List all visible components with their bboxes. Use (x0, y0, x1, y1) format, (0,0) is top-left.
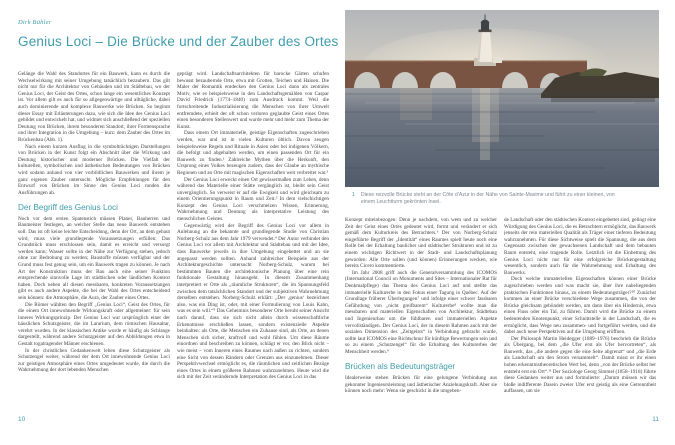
left-page-column-1 (18, 71, 170, 411)
section-heading: Der Begriff des Genius Loci (18, 203, 118, 213)
figure-number: 1 (352, 192, 355, 198)
paragraph: Im Jahr 2008 griff auch die Generalversammlung des ICOMOS (International Council on Monuments and Sites – Internationaler Rat für Denkmalpflege) das Thema des Genius Loci auf und stellte das immaterielle Kulturerbe in den Fokus einer Tagung in Québec. Auf der Grundlage früherer Überlegungen⁷ und infolge einer schwer fassbaren Gefährdung von „nicht greifbarem“ Kulturerbe⁸ wollte man die messbaren und materiellen Eigenschaften von Architektur, Städtebau und Ingenieurbau um die fühlbaren und immateriellen Aspekte vervollständigen. Der Genius Loci, der in diesem Rahmen auch mit der sozialen Dimension des „Zeitgeists“ in Verbindung gebracht wurde, sollte laut ICOMOS eine Richtschnur für künftige Bewertungen sein und so zu einem „Schutzengel“ für die Erhaltung des Kulturerbes der Menschheit werden.⁹ (345, 269, 497, 355)
paragraph: Der Philosoph Martin Heidegger (1889–1976) beschrieb die Brücke als Übergang, bei dem „die Ufer erst als Ufer hervortreten“, als Bauwerk, das „die andere gegen die eine Seite abgrenzt“ und „die Erde als Landschaft um den Strom versammelt“. Damit misst er ihr einen hohen erkenntnistheoretischen Wert bei, denn „von der Brücke selbst her entsteht erst ein Ort“.¹¹ Der Soziologe Georg Simmel (1858–1918) führte diese Gedanken weiter aus und formulierte: „Darum müssen wir das bloße indifferente Dasein zweier Ufer erst geistig als eine Getrenntheit auffassen, um sie (504, 335, 656, 395)
paragraph: Noch vor dem ersten Spatenstich müssen Planer, Bauherren und Baumeister festlegen, an welcher Stelle das neue Bauwerk entstehen soll. Das ist oft keine leichte Entscheidung, denn der Ort, an dem gebaut wird, muss viele grundlegende Voraussetzungen erfüllen: Das Grundstück muss erschlossen sein, damit es erreicht und versorgt werden kann; Wasser sollte in der Nähe zur Verfügung stehen, jedoch ohne zur Bedrohung zu werden; Baustoffe müssen verfügbar und der Grund muss fest genug sein, um ein Bauwerk tragen zu können. Je nach Art der Konstruktion muss der Bau auch eine seiner Funktion entsprechende sinnvolle Lage im städtischen oder ländlichen Kontext haben. Doch neben all diesen messbaren, konkreten Voraussetzungen gibt es auch andere Aspekte, die bei der Wahl des Ortes entscheidend sein können: die Atmosphäre, die Aura, der Zauber eines Ortes. (18, 215, 170, 301)
paragraph: Gegenwärtig wird der Begriff des Genius Loci vor allem in Anlehnung an die bekannte und grundlegende Studie von Christian Norberg-Schulz aus dem Jahr 1979 verwendet.⁴ Der Autor verbindet den Genius Loci vor allem mit Architektur und Städtebau und mit der Idee, dass Bauwerke jeweils in ihre Umgebung eingebettet und an sie angepasst werden sollten. Anhand zahlreicher Beispiele aus der Architekturgeschichte untersucht Norberg-Schulz, warum bei bestimmten Bauten die architektonische Planung über eine rein funktionale Gestaltung hinausgeht. In diesem Zusammenhang interpretiert er Orte als „räumliche Strukturen“, die im Spannungsfeld zwischen dem tatsächlichen Standort und der subjektiven Wahrnehmung derselben entstehen. Norberg-Schulz erklärt: „Der ‚genius‘ bezeichnet also, was ein Ding ist, oder, mit einer Formulierung von Louis Kahn, was es sein will.“⁵ Das Geheimnis besonderer Orte beruht seiner Ansicht nach darauf, dass sie sich nicht allein durch wissenschaftliche Erkenntnisse erschließen lassen, sondern existenzielle Aspekte beinhalten: als Orte, die Menschen ein Zuhause sind, als Orte, an denen Menschen sich sicher, kraftvoll und wohl fühlen. Um diese Räume einordnen und beschreiben zu können, schlägt er vor, den Blick nicht – wie meist – vom Inneren eines Raumes nach außen zu richten, sondern eine Sicht von dessen Rändern oder Grenzen aus einzunehmen. Dieser Perspektivwechsel ermöglicht es, die räumlichen und zeitlichen Bezüge eines Ortes in einem größeren Rahmen wahrzunehmen. Heute wird die sich mit der Zeit verändernde Interpretation des Genius Loci in das (177, 222, 329, 381)
section-heading: Brücken als Bedeutungsträger (345, 362, 456, 372)
bridge-photo-illustration (345, 10, 659, 187)
paragraph: Die Römer wählten den Begriff „Genius Loci“, Geist des Ortes, für die einem Ort innewohnende Wirkungskraft oder allgemeiner: für sein inneres Wirkungsprinzip. Der Genius Loci war ursprünglich einer der häuslichen Schutzgeister, die im Lararium, dem römischen Hausaltar, verehrt wurden. In der klassischen Antike wurde er häufig als Schlange dargestellt, während andere Schutzgeister auf den Abbildungen etwa in Gestalt togatragender Männer erschienen. (18, 301, 170, 348)
right-page-column-1 (345, 217, 497, 419)
right-page-column-2 (504, 217, 656, 419)
paragraph: geprägt wird. Landschaftsarchitekten für barocke Gärten schufen bewusst bezaubernde Orte, etwa mit Grotten, Teichen und Hainen. Die Maler der Romantik entdecken den Genius Loci dann als zentrales Motiv, wie es beispielsweise in den Landschaftsgemälden von Caspar David Friedrich (1774–1840) zum Ausdruck kommt. Weil die fortschreitende Industrialisierung die Menschen von ihrer Umwelt entfremdete, erhielt der oft schon verloren geglaubte Geist eines Ortes einen besonderen Stellenwert und wurde mehr und mehr zum Thema der Kunst. (177, 71, 329, 130)
left-page-column-2 (177, 71, 329, 411)
paragraph: de Landschaft oder den städtischen Kontext eingebettet sind, gelingt eine Würdigung des Genius Loci, die es Betrachtern ermöglicht, das Bauwerk jenseits der rein materiellen Qualität als Träger einer tieferen Bedeutung wahrzunehmen. Für diese Sichtweise spielt die Spannung, die aus dem Gegensatz zwischen der gewachsenen Landschaft und dem bebauten Raum entsteht, eine tragende Rolle. Letztlich ist die Einbettung des Genius Loci nicht nur für eine erfolgreiche Brückengestaltung wesentlich, sondern auch für die Wahrnehmung und Erhaltung des Bauwerks. (504, 217, 656, 276)
figure-photo (345, 10, 659, 187)
paragraph: Doch welche immateriellen Eigenschaften können einer Brücke zugeschrieben werden und was macht sie, über ihre naheliegenden praktischen Funktionen hinaus, zu einem Bedeutungsträger?¹⁰ Zunächst kommen an einer Brücke verschiedene Wege zusammen, die von der Brücke gleichsam gebündelt werden, um dann über ein Hindernis, etwa einen Fluss oder ein Tal, zu führen. Damit wird die Brücke zu einem bedeutenden Knotenpunkt, einer Schnittstelle in der Landschaft, die es ermöglicht, dass Wege neu zusammen- und fortgeführt werden, und die dabei auch neue Perspektiven auf die Umgebung eröffnen. (504, 276, 656, 336)
author-line: Dirk Bühler (18, 19, 52, 26)
paragraph: Der Genius Loci erweckt einen Ort gewissermaßen zum Leben, denn während das Materielle einer Stätte vergänglich ist, bleibt sein Geist unvergänglich. So verweist er auf die Ewigkeit und wird gleichsam zu einem Orientierungspunkt in Raum und Zeit.³ In dem vielschichtigen Konzept des Genius Loci verschmelzen Wissen, Erinnerung, Wahrnehmung und Deutung als interpretative Leistung des menschlichen Geistes. (177, 176, 329, 223)
paragraph: In der christlichen Gedankenwelt leben diese Schutzgeister als Schutzengel weiter, während der dem Ort innewohnende Genius Loci zur geistigen Atmosphäre eines Ortes umgedeutet wurde, die durch die Wahrnehmung der dort lebenden Menschen (18, 347, 170, 374)
paragraph: Dass einem Ort immaterielle, geistige Eigenschaften zugeschrieben werden, war und ist in vielen Kulturen üblich. Davon zeugen beispielsweise Regeln und Rituale in Asien oder bei indigenen Völkern, die befolgt und abgehalten werden, um einen passenden Ort für ein Bauwerk zu finden.¹ Zahlreiche Mythen über die Herkunft, den Ursprung eines Volkes bezeugen zudem, dass der Glaube an mythische Regionen und an Orte mit magischen Eigenschaften weit verbreitet war.² (177, 130, 329, 176)
paragraph: Nach einem kurzen Ausflug in die symbolträchtigen Darstellungen von Brücken in der Kunst folgt ein Abschnitt über die Wirkung und Deutung historischer und moderner Brücken. Die Vielfalt der kulturellen, symbolischen und ästhetischen Bedeutungen von Brücken wird sodann anhand von vier vorbildlichen Bauwerken und ihrem je ganz eigenen Zauber untersucht. Mögliche Empfehlungen für den Entwurf von Brücken im Sinne des Genius Loci runden die Ausführungen ab. (18, 143, 170, 196)
paragraph: Konzept miteinbezogen: Denn je nachdem, von wem und zu welcher Zeit der Geist eines Ortes gedeutet wird, formt und verändert er sich gemäß dem Kulturkreis des Betrachters.⁶ Der von Norberg-Schulz eingeführte Begriff der „Identität“ eines Raumes spielt heute noch eine Rolle bei der Erhaltung baulicher und städtischer Strukturen und ist zu einem wichtigen Richtwert in der Stadt- und Landschaftsplanung geworden: Alle Orte sollen (und können) Erinnerungen wecken, wie bereits Cicero kommentierte. (345, 217, 497, 270)
figure-caption-text: Diese reizvolle Brücke steht an der Côte d’Azur in der Nähe von Sainte-Maxime und führt zu einer kleinen, von einem Leuchtturm gekrönten Insel. (360, 192, 615, 205)
article-title: Genius Loci – Die Brücke und der Zauber des Ortes (18, 34, 339, 49)
paragraph: Gelänge die Wahl des Standortes für ein Bauwerk, kann es durch die Wechselwirkung mit seiner Umgebung tatsächlich bezaubern. Das gilt nicht nur für die Architektur von Gebäuden und im Städtebau, wo der Genius Loci, der Geist des Ortes, schon lange ein wesentliches Konzept ist. Vor allem gilt es auch für so allgegenwärtige und alltägliche, dabei auch dominierende und komplexe Bauwerke wie Brücken. So beginnt dieser Essay mit Erläuterungen dazu, wie sich die Idee des Genius Loci gebildet und entwickelt hat, und widmet sich anschließend der speziellen Deutung von Brücken, ihrem besonderen Standort, ihrer Formensprache und ihrer Integration in die Umgebung – kurz: dem Zauber des Ortes im Brückenbau (Abb. 1). (18, 71, 170, 143)
page-number-left: 10 (18, 416, 26, 423)
figure-caption (352, 192, 620, 205)
page-number-right: 11 (652, 416, 659, 423)
paragraph: Idealerweise stehen Brücken für eine gelungene Verbindung aus gekonnter Ingenieursleistung und ästhetischer Anziehungskraft. Aber sie können noch mehr: Wenn sie geschickt in die umgeben- (345, 374, 497, 395)
